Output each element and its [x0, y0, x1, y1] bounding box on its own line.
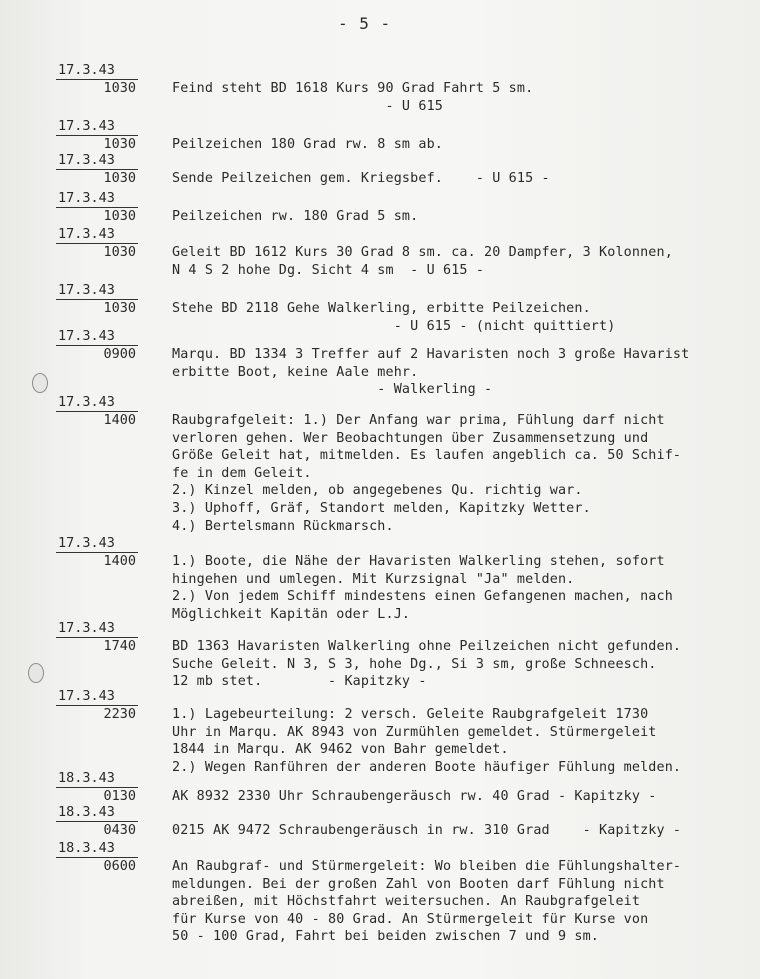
entry-line: 1.) Boote, die Nähe der Havaristen Walkerling stehen, sofort	[172, 554, 665, 569]
entry-time: 0430	[103, 822, 136, 838]
date-time-stamp	[56, 804, 138, 839]
entry-line: 12 mb stet. - Kapitzky -	[172, 674, 427, 690]
entry-line: - U 615	[172, 98, 443, 114]
entry-date: 18.3.43	[56, 840, 138, 858]
entry-line: abreißen, mit Höchstfahrt weitersuchen. An Raubgrafgeleit	[172, 894, 641, 910]
punch-hole	[32, 373, 48, 393]
date-time-stamp	[56, 190, 138, 225]
entry-line: Möglichkeit Kapitän oder L.J.	[172, 606, 411, 622]
entry-line: verloren gehen. Wer Beobachtungen über Zusammensetzung und	[172, 430, 649, 446]
entry-text	[172, 170, 760, 188]
date-time-stamp	[56, 535, 138, 570]
entry-line: 4.) Bertelsmann Rückmarsch.	[172, 518, 394, 534]
date-time-stamp	[56, 688, 138, 723]
entry-line: fe in dem Geleit.	[172, 465, 312, 481]
entry-time: 1030	[103, 80, 136, 96]
entry-line: 1844 in Marqu. AK 9462 von Bahr gemeldet.	[172, 742, 509, 758]
entry-line: hingehen und umlegen. Mit Kurzsignal "Ja" melden.	[172, 571, 575, 587]
entry-time: 1030	[103, 170, 136, 186]
entry-line: Geleit BD 1612 Kurs 30 Grad 8 sm. ca. 20 Dampfer, 3 Kolonnen,	[172, 245, 673, 260]
date-time-stamp	[56, 62, 138, 97]
entry-date: 17.3.43	[56, 620, 138, 638]
date-time-stamp	[56, 328, 138, 363]
entry-line: An Raubgraf- und Stürmergeleit: Wo bleiben die Fühlungshalter-	[172, 859, 682, 874]
entry-text	[172, 346, 760, 399]
entry-text	[172, 858, 760, 946]
entry-date: 17.3.43	[56, 118, 138, 136]
date-time-stamp	[56, 226, 138, 261]
date-time-stamp	[56, 282, 138, 317]
date-time-stamp	[56, 118, 138, 153]
entry-date: 17.3.43	[56, 328, 138, 346]
entry-line: Sende Peilzeichen gem. Kriegsbef. - U 615 -	[172, 171, 550, 186]
entry-time: 0600	[103, 858, 136, 874]
entry-time: 1030	[103, 136, 136, 152]
date-time-stamp	[56, 394, 138, 429]
entry-date: 17.3.43	[56, 688, 138, 706]
entry-line: 3.) Uphoff, Gräf, Standort melden, Kapitzky Wetter.	[172, 500, 591, 516]
entry-line: Stehe BD 2118 Gehe Walkerling, erbitte Peilzeichen.	[172, 301, 591, 316]
entry-text	[172, 638, 760, 691]
entry-text	[172, 208, 760, 226]
entry-text	[172, 412, 760, 535]
entry-line: 2.) Von jedem Schiff mindestens einen Gefangenen machen, nach	[172, 589, 673, 605]
entry-text	[172, 136, 760, 154]
entry-line: AK 8932 2330 Uhr Schraubengeräusch rw. 40 Grad - Kapitzky -	[172, 789, 657, 804]
entry-time: 1030	[103, 208, 136, 224]
entry-line: 50 - 100 Grad, Fahrt bei beiden zwischen 7 und 9 sm.	[172, 929, 600, 945]
entry-text	[172, 80, 760, 115]
entry-line: 2.) Wegen Ranführen der anderen Boote häufiger Fühlung melden.	[172, 759, 682, 775]
entry-date: 17.3.43	[56, 282, 138, 300]
entry-text	[172, 300, 760, 335]
entry-text	[172, 822, 760, 840]
entry-time: 0900	[103, 346, 136, 362]
entry-date: 17.3.43	[56, 535, 138, 553]
entry-line: meldungen. Bei der großen Zahl von Booten darf Fühlung nicht	[172, 876, 665, 892]
entry-time: 0130	[103, 788, 136, 804]
entry-line: - U 615 - (nicht quittiert)	[172, 318, 616, 334]
entry-line: N 4 S 2 hohe Dg. Sicht 4 sm - U 615 -	[172, 262, 485, 278]
entry-line: Marqu. BD 1334 3 Treffer auf 2 Havaristen noch 3 große Havarist	[172, 347, 690, 362]
punch-hole	[28, 663, 44, 683]
entry-date: 17.3.43	[56, 190, 138, 208]
entry-text	[172, 788, 760, 806]
entry-line: für Kurse von 40 - 80 Grad. An Stürmergeleit für Kurse von	[172, 911, 649, 927]
entry-line: 0215 AK 9472 Schraubengeräusch in rw. 310 Grad - Kapitzky -	[172, 823, 682, 838]
entry-line: erbitte Boot, keine Aale mehr.	[172, 364, 419, 380]
entry-line: Größe Geleit hat, mitmelden. Es laufen angeblich ca. 50 Schif-	[172, 448, 682, 464]
entry-time: 1030	[103, 244, 136, 260]
entry-time: 1400	[103, 553, 136, 569]
date-time-stamp	[56, 770, 138, 805]
page-number: - 5 -	[338, 14, 392, 33]
entry-date: 17.3.43	[56, 394, 138, 412]
date-time-stamp	[56, 620, 138, 655]
entry-text	[172, 706, 760, 776]
entry-time: 2230	[103, 706, 136, 722]
entry-line: Uhr in Marqu. AK 8943 von Zurmühlen gemeldet. Stürmergeleit	[172, 724, 657, 740]
entry-line: 2.) Kinzel melden, ob angegebenes Qu. richtig war.	[172, 483, 583, 499]
entry-time: 1740	[103, 638, 136, 654]
entry-line: BD 1363 Havaristen Walkerling ohne Peilzeichen nicht gefunden.	[172, 639, 682, 654]
entry-date: 18.3.43	[56, 804, 138, 822]
entry-line: Feind steht BD 1618 Kurs 90 Grad Fahrt 5 sm.	[172, 81, 534, 96]
entry-date: 17.3.43	[56, 152, 138, 170]
entry-date: 17.3.43	[56, 226, 138, 244]
entry-text	[172, 553, 760, 623]
entry-line: Peilzeichen 180 Grad rw. 8 sm ab.	[172, 137, 443, 152]
entry-date: 18.3.43	[56, 770, 138, 788]
entry-line: Raubgrafgeleit: 1.) Der Anfang war prima, Fühlung darf nicht	[172, 413, 665, 428]
date-time-stamp	[56, 152, 138, 187]
date-time-stamp	[56, 840, 138, 875]
entry-line: - Walkerling -	[172, 382, 493, 398]
entry-line: 1.) Lagebeurteilung: 2 versch. Geleite Raubgrafgeleit 1730	[172, 707, 649, 722]
entry-time: 1030	[103, 300, 136, 316]
entry-text	[172, 244, 760, 279]
entry-time: 1400	[103, 412, 136, 428]
entry-line: Suche Geleit. N 3, S 3, hohe Dg., Si 3 sm, große Schneesch.	[172, 656, 657, 672]
entry-date: 17.3.43	[56, 62, 138, 80]
entry-line: Peilzeichen rw. 180 Grad 5 sm.	[172, 209, 419, 224]
